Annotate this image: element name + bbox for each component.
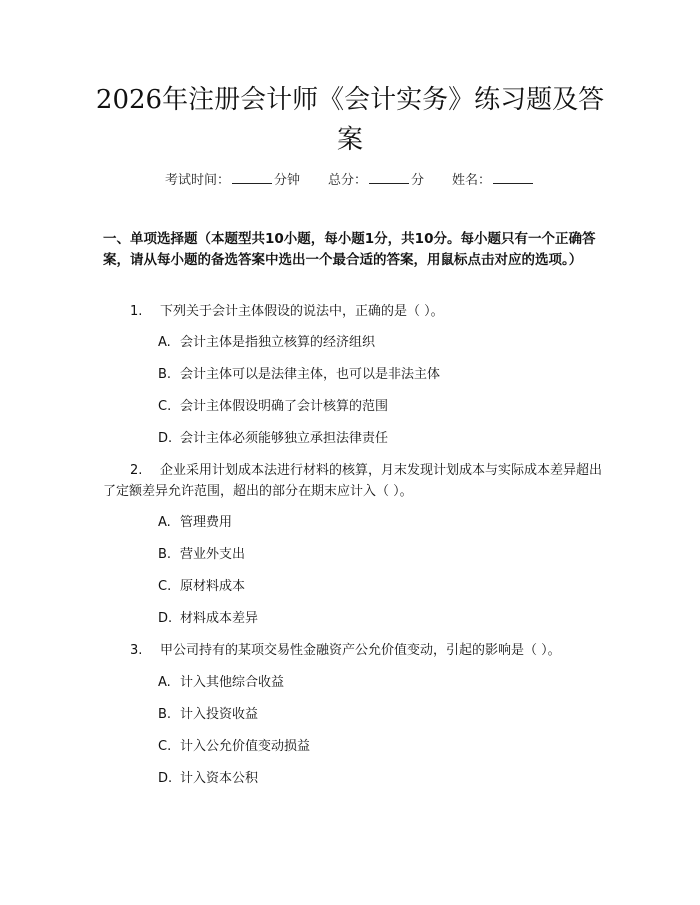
question-text: 甲公司持有的某项交易性金融资产公允价值变动，引起的影响是（ ）。: [160, 643, 561, 658]
option-2a[interactable]: [158, 514, 598, 532]
option-letter: A.: [158, 335, 171, 350]
question-number: 3.: [130, 643, 143, 658]
option-letter: B.: [158, 707, 172, 722]
option-letter: B.: [158, 367, 172, 382]
option-3c[interactable]: [158, 738, 598, 756]
option-text: 计入公允价值变动损益: [180, 739, 311, 754]
name-label: 姓名：: [452, 173, 492, 188]
option-text: 材料成本差异: [180, 611, 259, 626]
score-blank: [369, 171, 409, 184]
time-label: 考试时间：: [164, 173, 230, 188]
option-1c[interactable]: [158, 398, 598, 416]
time-unit: 分钟: [273, 173, 300, 188]
time-blank: [232, 171, 272, 184]
option-1d[interactable]: [158, 430, 598, 448]
option-text: 会计主体假设明确了会计核算的范围: [180, 399, 389, 414]
option-text: 营业外支出: [180, 547, 246, 562]
option-letter: D.: [158, 771, 173, 786]
option-text: 会计主体可以是法律主体，也可以是非法主体: [180, 367, 441, 382]
option-3a[interactable]: [158, 674, 598, 692]
question-number: 1.: [130, 304, 143, 319]
option-text: 计入其他综合收益: [180, 675, 285, 690]
option-text: 会计主体是指独立核算的经济组织: [180, 335, 376, 350]
question-text: 企业采用计划成本法进行材料的核算，月末发现计划成本与实际成本差异超出了定额差异允许范围，超出的部分在期末应计入（ ）。: [103, 463, 603, 499]
name-blank: [493, 171, 533, 184]
question-text: 下列关于会计主体假设的说法中，正确的是（ ）。: [160, 304, 444, 319]
option-2c[interactable]: [158, 578, 598, 596]
option-letter: C.: [158, 739, 172, 754]
option-3b[interactable]: [158, 706, 598, 724]
score-unit: 分: [411, 173, 425, 188]
option-1b[interactable]: [158, 366, 598, 384]
option-1a[interactable]: [158, 334, 598, 352]
option-text: 会计主体必须能够独立承担法律责任: [180, 431, 389, 446]
option-letter: A.: [158, 675, 171, 690]
option-letter: A.: [158, 515, 171, 530]
page-title: 2026年注册会计师《会计实务》练习题及答案: [95, 85, 605, 155]
question-number: 2.: [130, 463, 143, 478]
option-text: 计入资本公积: [180, 771, 259, 786]
option-letter: B.: [158, 547, 172, 562]
option-letter: D.: [158, 431, 173, 446]
option-letter: C.: [158, 399, 172, 414]
section-heading: 一、单项选择题（本题型共10小题，每小题1分，共10分。每小题只有一个正确答案，请从每小题的备选答案中选出一个最合适的答案，用鼠标点击对应的选项。）: [103, 231, 596, 268]
exam-meta: [0, 169, 700, 188]
question-1: [103, 301, 603, 322]
score-label: 总分：: [327, 173, 367, 188]
option-text: 管理费用: [180, 515, 233, 530]
question-3: [103, 640, 603, 661]
option-letter: D.: [158, 611, 173, 626]
option-text: 原材料成本: [180, 579, 246, 594]
option-letter: C.: [158, 579, 172, 594]
question-2: [103, 460, 603, 502]
option-text: 计入投资收益: [180, 707, 259, 722]
option-2d[interactable]: [158, 610, 598, 628]
option-2b[interactable]: [158, 546, 598, 564]
option-3d[interactable]: [158, 770, 598, 788]
